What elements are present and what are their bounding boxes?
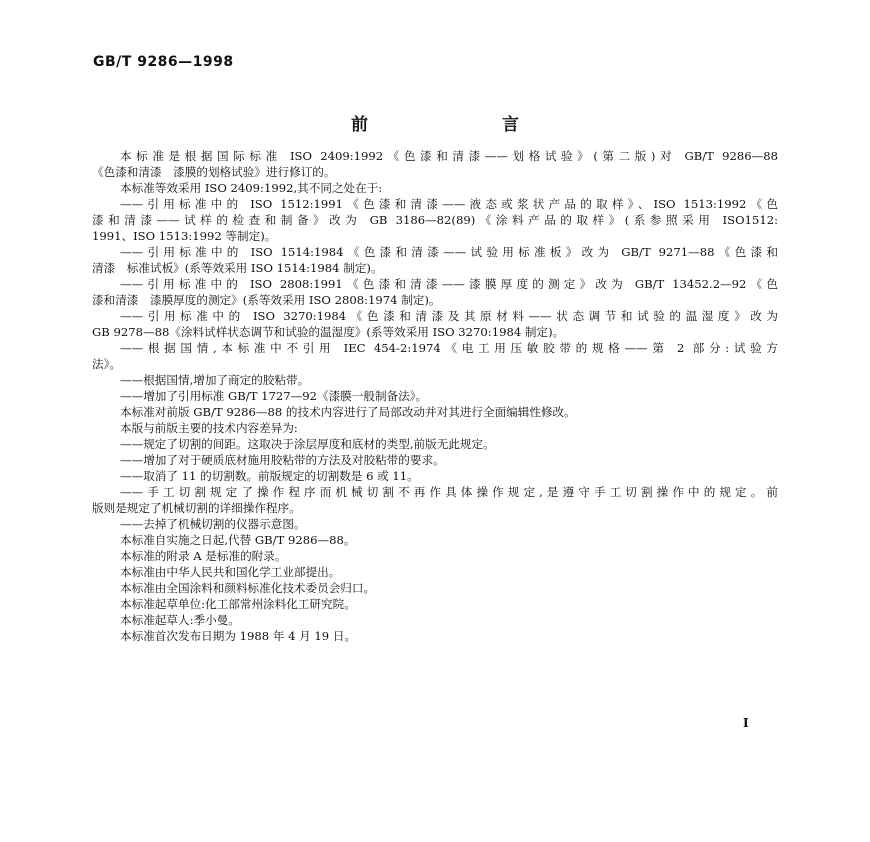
text-line: 本标准由全国涂料和颜料标准化技术委员会归口。	[120, 581, 376, 595]
text-line: ——根据国情,增加了商定的胶粘带。	[120, 373, 310, 387]
text-line: ——规定了切割的间距。这取决于涂层厚度和底材的类型,前版无此规定。	[120, 437, 495, 451]
text-line: 本标准对前版 GB/T 9286—88 的技术内容进行了局部改动并对其进行全面编辑性修改。	[120, 405, 576, 419]
text-line: 清漆 标准试板》(系等效采用 ISO 1514:1984 制定)。	[92, 261, 383, 275]
text-line: ——引用标准中的 ISO 1514:1984《色漆和清漆——试验用标准板》改为 GB/T 9271—88《色漆和	[120, 245, 778, 259]
text-line: ——引用标准中的 ISO 3270:1984《色漆和清漆及其原材料——状态调节和试验的温湿度》改为	[120, 309, 778, 323]
text-line: 漆和清漆——试样的检查和制备》改为 GB 3186—82(89)《涂料产品的取样》(系参照采用 ISO1512:	[92, 213, 778, 227]
text-line: 本版与前版主要的技术内容差异为:	[120, 421, 298, 435]
text-line: 1991、ISO 1513:1992 等制定)。	[92, 229, 277, 243]
text-line: ——引用标准中的 ISO 2808:1991《色漆和清漆——漆膜厚度的测定》改为 GB/T 13452.2—92《色	[120, 277, 778, 291]
page-number: I	[743, 716, 749, 730]
text-line: 本标准是根据国际标准 ISO 2409:1992《色漆和清漆——划格试验》(第二版)对 GB/T 9286—88	[120, 149, 778, 163]
text-line: 本标准等效采用 ISO 2409:1992,其不同之处在于:	[120, 181, 383, 195]
text-line: ——手工切割规定了操作程序而机械切割不再作具体操作规定,是遵守手工切割操作中的规定。前	[120, 485, 778, 499]
text-line: 漆和清漆 漆膜厚度的测定》(系等效采用 ISO 2808:1974 制定)。	[92, 293, 441, 307]
text-line: 本标准起草人:季小曼。	[120, 613, 240, 627]
text-line: 本标准自实施之日起,代替 GB/T 9286—88。	[120, 533, 356, 547]
standard-code: GB/T 9286—1998	[93, 54, 234, 70]
text-line: ——增加了引用标准 GB/T 1727—92《漆膜一般制备法》。	[120, 389, 428, 403]
text-line: ——根据国情,本标准中不引用 IEC 454-2:1974《电工用压敏胶带的规格——第 2 部分:试验方	[120, 341, 778, 355]
text-line: 本标准首次发布日期为 1988 年 4 月 19 日。	[120, 629, 357, 643]
text-line: 本标准起草单位:化工部常州涂料化工研究院。	[120, 597, 356, 611]
text-line: GB 9278—88《涂料试样状态调节和试验的温湿度》(系等效采用 ISO 3270:1984 制定)。	[92, 325, 565, 339]
text-line: ——取消了 11 的切割数。前版规定的切割数是 6 或 11。	[120, 469, 419, 483]
page-title: 前 言	[351, 115, 583, 135]
text-line: 法》。	[92, 357, 121, 371]
text-line: ——去掉了机械切割的仪器示意图。	[120, 517, 306, 531]
text-line: ——增加了对于硬质底材施用胶粘带的方法及对胶粘带的要求。	[120, 453, 445, 467]
text-line: 版则是规定了机械切割的详细操作程序。	[92, 501, 301, 515]
text-line: 本标准的附录 A 是标准的附录。	[120, 549, 287, 563]
text-line: ——引用标准中的 ISO 1512:1991《色漆和清漆——液态或浆状产品的取样》、ISO 1513:1992《色	[120, 197, 778, 211]
text-line: 本标准由中华人民共和国化学工业部提出。	[120, 565, 341, 579]
foreword-body	[92, 148, 778, 644]
text-line: 《色漆和清漆 漆膜的划格试验》进行修订的。	[92, 165, 336, 179]
